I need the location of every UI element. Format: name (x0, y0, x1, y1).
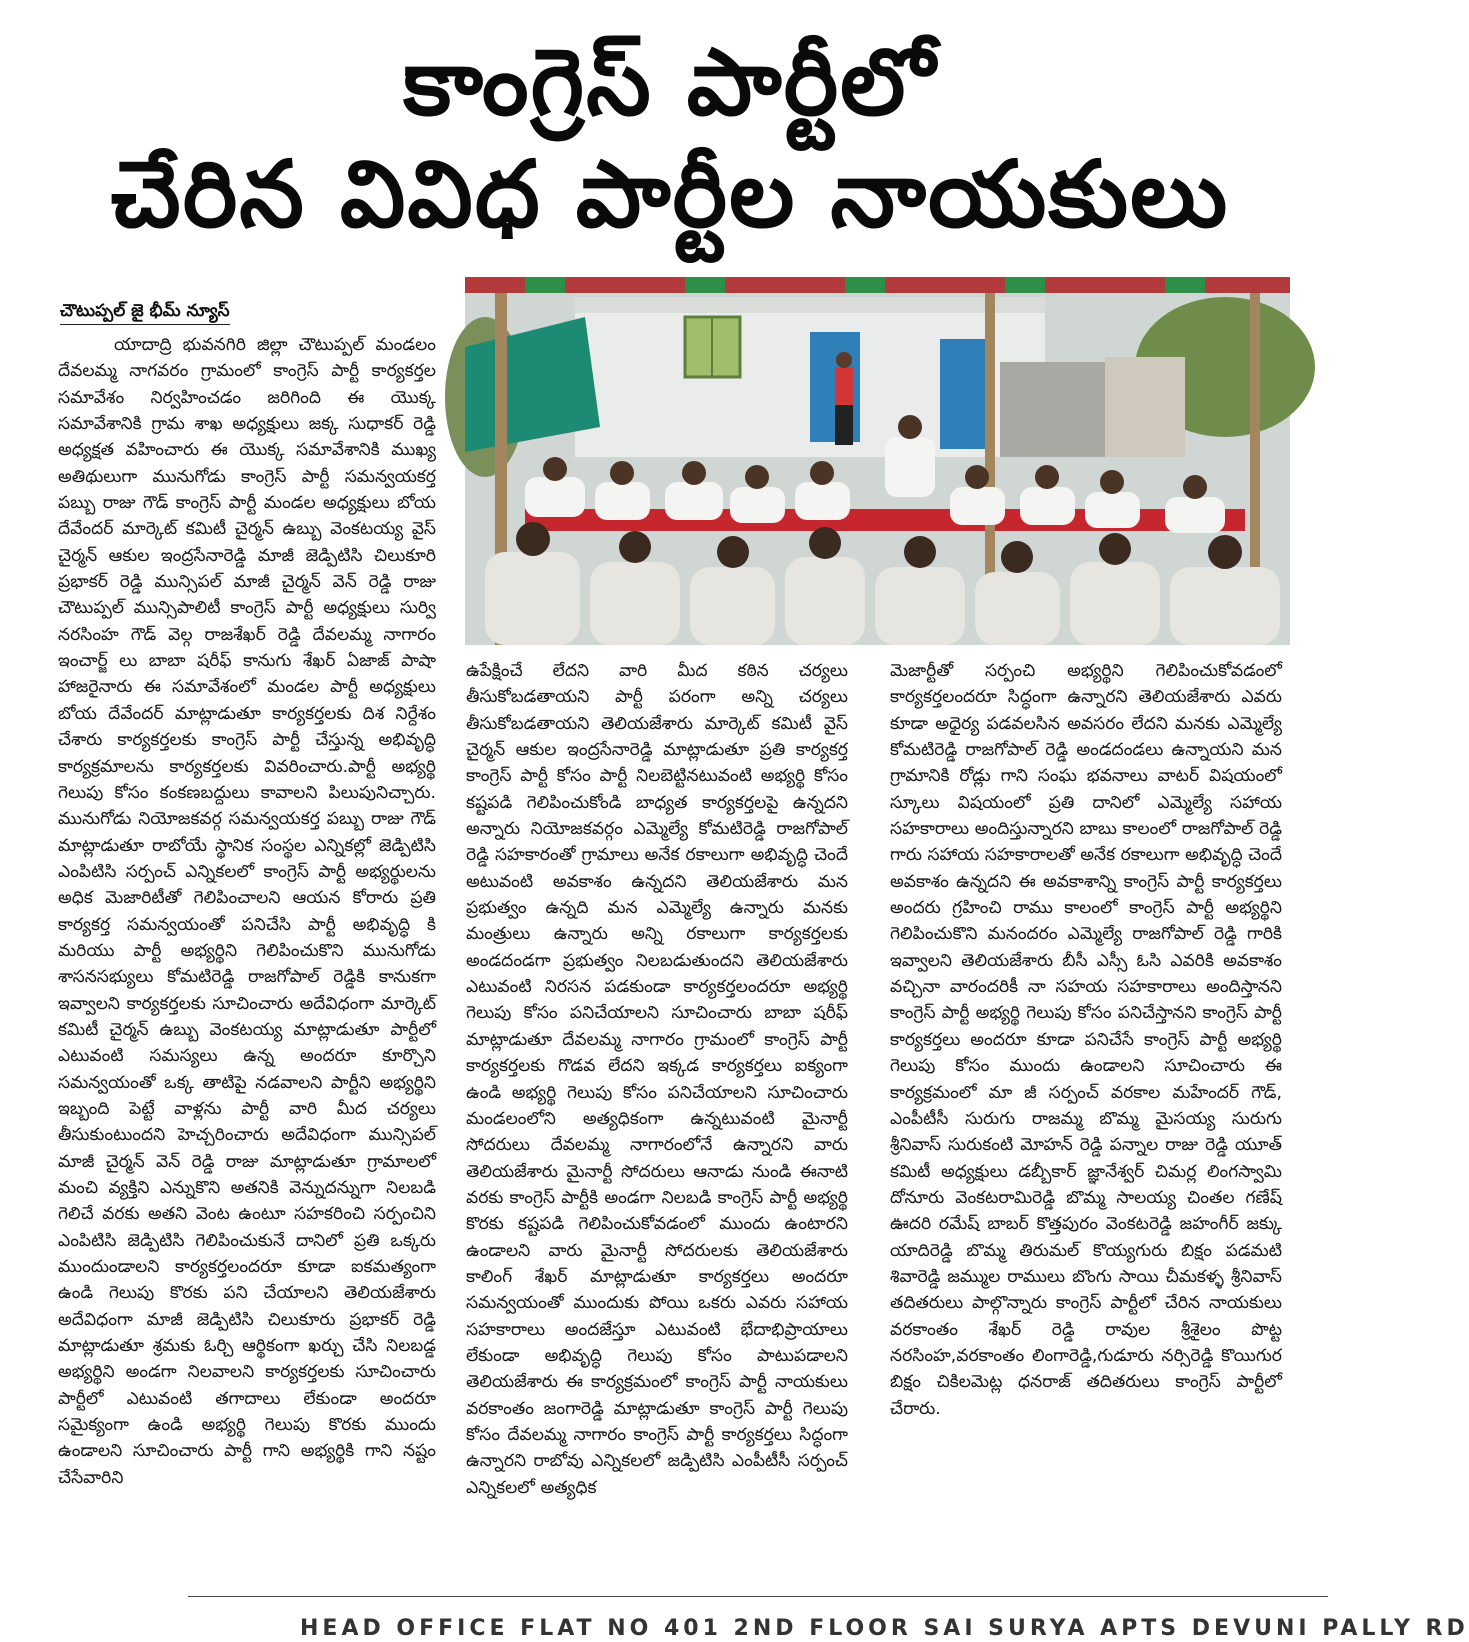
article-column-3: మెజార్టీతో సర్పంచి అభ్యర్థిని గెలిపించుకోవడంలో కార్యకర్తలందరూ సిద్ధంగా ఉన్నారని తెలియజేశారు ఎవరు కూడా అధైర్య పడవలసిన అవసరం లేదని మనకు ఎమ్మెల్యే కోమటిరెడ్డి రాజగోపాల్ రెడ్డి అండదండలు ఉన్నాయని మన గ్రామానికి రోడ్లు గాని సంఘ భవనాలు వాటర్ విషయంలో స్కూలు విషయంలో ప్రతి దానిలో ఎమ్మెల్యే సహాయ సహకారాలు అందిస్తున్నారని బాబు కాలంలో రాజగోపాల్ రెడ్డి గారు సహాయ సహకారాలతో అనేక రకాలుగా అభివృద్ధి చెందే అవకాశం ఉన్నదని ఈ అవకాశాన్ని కాంగ్రెస్ పార్టీ కార్యకర్తలు అందరు గ్రహించి రాము కాలంలో కాంగ్రెస్ పార్టీ అభ్యర్థిని గెలిపించుకొని మనందరం ఎమ్మెల్యే రాజగోపాల్ రెడ్డి గారికి ఇవ్వాలని తెలియజేశారు బీసీ ఎస్సీ ఓసి ఎవరికి అవకాశం వచ్చినా వారందరికీ నా సహయ సహకారాలు అందిస్తానని కాంగ్రెస్ పార్టీ అభ్యర్థి గెలుపు కోసం పనిచేస్తానని కాంగ్రెస్ పార్టీ కార్యకర్తలు అందరూ కూడా పనిచేసే కాంగ్రెస్ పార్టీ అభ్యర్థి గెలుపు కోసం ముందు ఉండాలని సూచించారు ఈ కార్యక్రమంలో మా జీ సర్పంచ్ వరకాల మహేందర్ గౌడ్, ఎంపీటీసీ సురుగు రాజమ్మ బొమ్మ మైసయ్య సురుగు శ్రీనివాస్ సురుకంటి మోహన్ రెడ్డి పన్నాల రాజు రెడ్డి యూత్ కమిటీ అధ్యక్షులు డబ్బీకార్ జ్ఞానేశ్వర్ చిమర్ల లింగస్వామి దోనూరు వెంకటరామిరెడ్డి బొమ్మ సాలయ్య చింతల గణేష్ ఊదరి రమేష్ బాబర్ కొత్తపురం వెంకటరెడ్డి జహంగీర్ జక్కు యాదిరెడ్డి బొమ్మ తిరుమల్ కొయ్యగురు బిక్షం పడమటి శివారెడ్డి జమ్ముల రాములు బొంగు సాయి చీమకళ్ళ శ్రీనివాస్ తదితరులు పాల్గొన్నారు కాంగ్రెస్ పార్టీలో చేరిన నాయకులు వరకాంతం శేఖర్ రెడ్డి రావుల శ్రీశైలం పొట్ట నరసింహ,వరకాంతం లింగారెడ్డి,గుడూరు నర్సిరెడ్డి కొయిగుర బిక్షం చికిలమెట్ల ధనరాజ్ తదితరులు కాంగ్రెస్ పార్టీలో చేరారు. (890, 661, 1282, 1419)
article-column-2: ఉపేక్షించే లేదని వారి మీద కఠిన చర్యలు తీసుకోబడతాయని పార్టీ పరంగా అన్ని చర్యలు తీసుకోబడతాయని తెలియజేశారు మార్కెట్ కమిటీ వైస్ చైర్మన్ ఆకుల ఇంద్రసేనారెడ్డి మాట్లాడుతూ ప్రతి కార్యకర్త కాంగ్రెస్ పార్టీ కోసం పార్టీ నిలబెట్టినటువంటి అభ్యర్థి కోసం కష్టపడి గెలిపించుకోండి బాధ్యత కార్యకర్తలపై ఉన్నదని అన్నారు నియోజకవర్గం ఎమ్మెల్యే కోమటిరెడ్డి రాజగోపాల్ రెడ్డి సహకారంతో గ్రామాలు అనేక రకాలుగా అభివృద్ధి చెందే అటువంటి అవకాశం ఉన్నదని తెలియజేశారు మన ప్రభుత్వం ఉన్నది మన ఎమ్మెల్యే ఉన్నారు మనకు మంత్రులు ఉన్నారు అన్ని రకాలుగా కార్యకర్తలకు అండదండగా ప్రభుత్వం నిలబడుతుందని తెలియజేశారు ఎటువంటి నిరసన పడకుండా కార్యకర్తలందరూ అభ్యర్థి గెలుపు కోసం పనిచేయాలని సూచించారు బాబా షరీఫ్ మాట్లాడుతూ దేవలమ్మ నాగారం గ్రామంలో కాంగ్రెస్ పార్టీ కార్యకర్తలకు గొడవ లేదని ఇక్కడ కార్యకర్తలు ఐక్యంగా ఉండి అభ్యర్థి గెలుపు కోసం పనిచేయాలని సూచించారు మండలంలోని అత్యధికంగా ఉన్నటువంటి మైనార్టీ సోదరులు దేవలమ్మ నాగారంలోనే ఉన్నారని వారు తెలియజేశారు మైనార్టీ సోదరులు ఆనాడు నుండి ఈనాటి వరకు కాంగ్రెస్ పార్టీకి అండగా నిలబడి కాంగ్రెస్ పార్టీ అభ్యర్థి కొరకు కష్టపడి గెలిపించుకోవడంలో ముందు ఉంటారని ఉండాలని వారు మైనార్టీ సోదరులకు తెలియజేశారు కాలింగ్ శేఖర్ మాట్లాడుతూ కార్యకర్తలు అందరూ సమన్వయంతో ముందుకు పోయి ఒకరు ఎవరు సహాయ సహకారాలు అందజేస్తూ ఎటువంటి భేదాభిప్రాయాలు లేకుండా అభివృద్ధి గెలుపు కోసం పాటుపడాలని తెలియజేశారు ఈ కార్యక్రమంలో కాంగ్రెస్ పార్టీ నాయకులు వరకాంతం జంగారెడ్డి మాట్లాడుతూ కాంగ్రెస్ పార్టీ గెలుపు కోసం దేవలమ్మ నాగారం కాంగ్రెస్ పార్టీ కార్యకర్తలు సిద్ధంగా ఉన్నారని రాబోవు ఎన్నికలలో జడ్పిటిసి ఎంపీటీసీ సర్పంచ్ ఎన్నికలలో అత్యధిక (466, 661, 848, 1498)
footer-text: HEAD OFFICE FLAT NO 401 2ND FLOOR SAI SURYA APTS DEVUNI PALLY RD (300, 1616, 1469, 1641)
footer-strip (300, 1616, 1469, 1641)
bottom-rule (188, 1596, 1328, 1597)
headline-line-1: కాంగ్రెస్ పార్టీలో (403, 29, 937, 136)
article-column-1: యాదాద్రి భువనగిరి జిల్లా చౌటుప్పల్ మండలం దేవలమ్మ నాగవరం గ్రామంలో కాంగ్రెస్ పార్టీ కార్యకర్తల సమావేశం నిర్వహించడం జరిగింది ఈ యొక్క సమావేశానికి గ్రామ శాఖ అధ్యక్షులు జక్క సుధాకర్ రెడ్డి అధ్యక్షత వహించారు ఈ యొక్క సమావేశానికి ముఖ్య అతిథులుగా మునుగోడు కాంగ్రెస్ పార్టీ సమన్వయకర్త పబ్బు రాజు గౌడ్ కాంగ్రెస్ పార్టీ మండల అధ్యక్షులు బోయ దేవేందర్ మార్కెట్ కమిటీ చైర్మన్ ఉబ్బు వెంకటయ్య వైస్ చైర్మన్ ఆకుల ఇంద్రసేనారెడ్డి మాజీ జెడ్పిటిసి చిలుకూరి ప్రభాకర్ రెడ్డి మున్సిపల్ మాజీ చైర్మన్ వెన్ రెడ్డి రాజు చౌటుప్పల్ మున్సిపాలిటీ కాంగ్రెస్ పార్టీ అధ్యక్షులు సుర్వి నరసింహ గౌడ్ వెల్గ రాజశేఖర్ రెడ్డి దేవలమ్మ నాగారం ఇంచార్జ్ లు బాబా షరీఫ్ కానుగు శేఖర్ ఏజాజ్ పాషా హాజరైనారు ఈ సమావేశంలో మండల పార్టీ అధ్యక్షులు బోయ దేవేందర్ మాట్లాడుతూ కార్యకర్తలకు దిశ నిర్దేశం చేశారు కార్యకర్తలకు కాంగ్రెస్ పార్టీ చేస్తున్న అభివృద్ధి కార్యక్రమాలను కార్యకర్తలకు వివరించారు.పార్టీ అభ్యర్థి గెలుపు కోసం కంకణబద్దులు కావాలని పిలుపునిచ్చారు. మునుగోడు నియోజకవర్గ సమన్వయకర్త పబ్బు రాజు గౌడ్ మాట్లాడుతూ రాబోయే స్థానిక సంస్థల ఎన్నికల్లో జెడ్పిటిసి ఎంపిటిసి సర్పంచ్ ఎన్నికలలో కాంగ్రెస్ పార్టీ అభ్యర్థులను అధిక మెజారిటీతో గెలిపించాలని ఆయన కోరారు ప్రతి కార్యకర్త సమన్వయంతో పనిచేసి పార్టీ అభివృద్ధి కి మరియు పార్టీ అభ్యర్థిని గెలిపించుకొని మునుగోడు శాసనసభ్యులు కోమటిరెడ్డి రాజగోపాల్ రెడ్డికి కానుకగా ఇవ్వాలని కార్యకర్తలకు సూచించారు అదేవిధంగా మార్కెట్ కమిటీ చైర్మన్ ఉబ్బు వెంకటయ్య మాట్లాడుతూ పార్టీలో ఎటువంటి సమస్యలు ఉన్న అందరూ కూర్చొని సమన్వయంతో ఒక్క తాటిపై నడవాలని పార్టీని అభ్యర్థిని ఇబ్బంది పెట్టే వాళ్లను పార్టీ వారి మీద చర్యలు తీసుకుంటుందని హెచ్చరించారు అదేవిధంగా మున్సిపల్ మాజీ చైర్మన్ వెన్ రెడ్డి రాజు మాట్లాడుతూ గ్రామాలలో మంచి వ్యక్తిని ఎన్నుకొని అతనికి వెన్నుదన్నుగా నిలబడి గెలిచే వరకు అతని వెంట ఉంటూ సహకరించి సర్పంచిని ఎంపిటిసి జెడ్పిటిసి గెలిపించుకునే దానిలో ప్రతి ఒక్కరు ముందుండాలని కార్యకర్తలందరూ కూడా ఐకమత్యంగా ఉండి గెలుపు కొరకు పని చేయాలని తెలియజేశారు అదేవిధంగా మాజీ జెడ్పిటిసి చిలుకూరు ప్రభాకర్ రెడ్డి మాట్లాడుతూ శ్రమకు ఓర్చి ఆర్థికంగా ఖర్చు చేసి నిలబడ్డ అభ్యర్థిని అండగా నిలవాలని కార్యకర్తలకు సూచించారు పార్టీలో ఎటువంటి తగాదాలు లేకుండా అందరూ సమైక్యంగా ఉండి అభ్యర్థి గెలుపు కొరకు ముందు ఉండాలని సూచించారు పార్టీ గాని అభ్యర్థికి గాని నష్టం చేసేవారిని (58, 335, 436, 1488)
headline-line-2: చేరిన వివిధ పార్టీల నాయకులు (110, 141, 1230, 248)
byline: చౌటుప్పల్ జై భీమ్ న్యూస్ (60, 300, 230, 325)
meeting-photo (465, 277, 1290, 645)
